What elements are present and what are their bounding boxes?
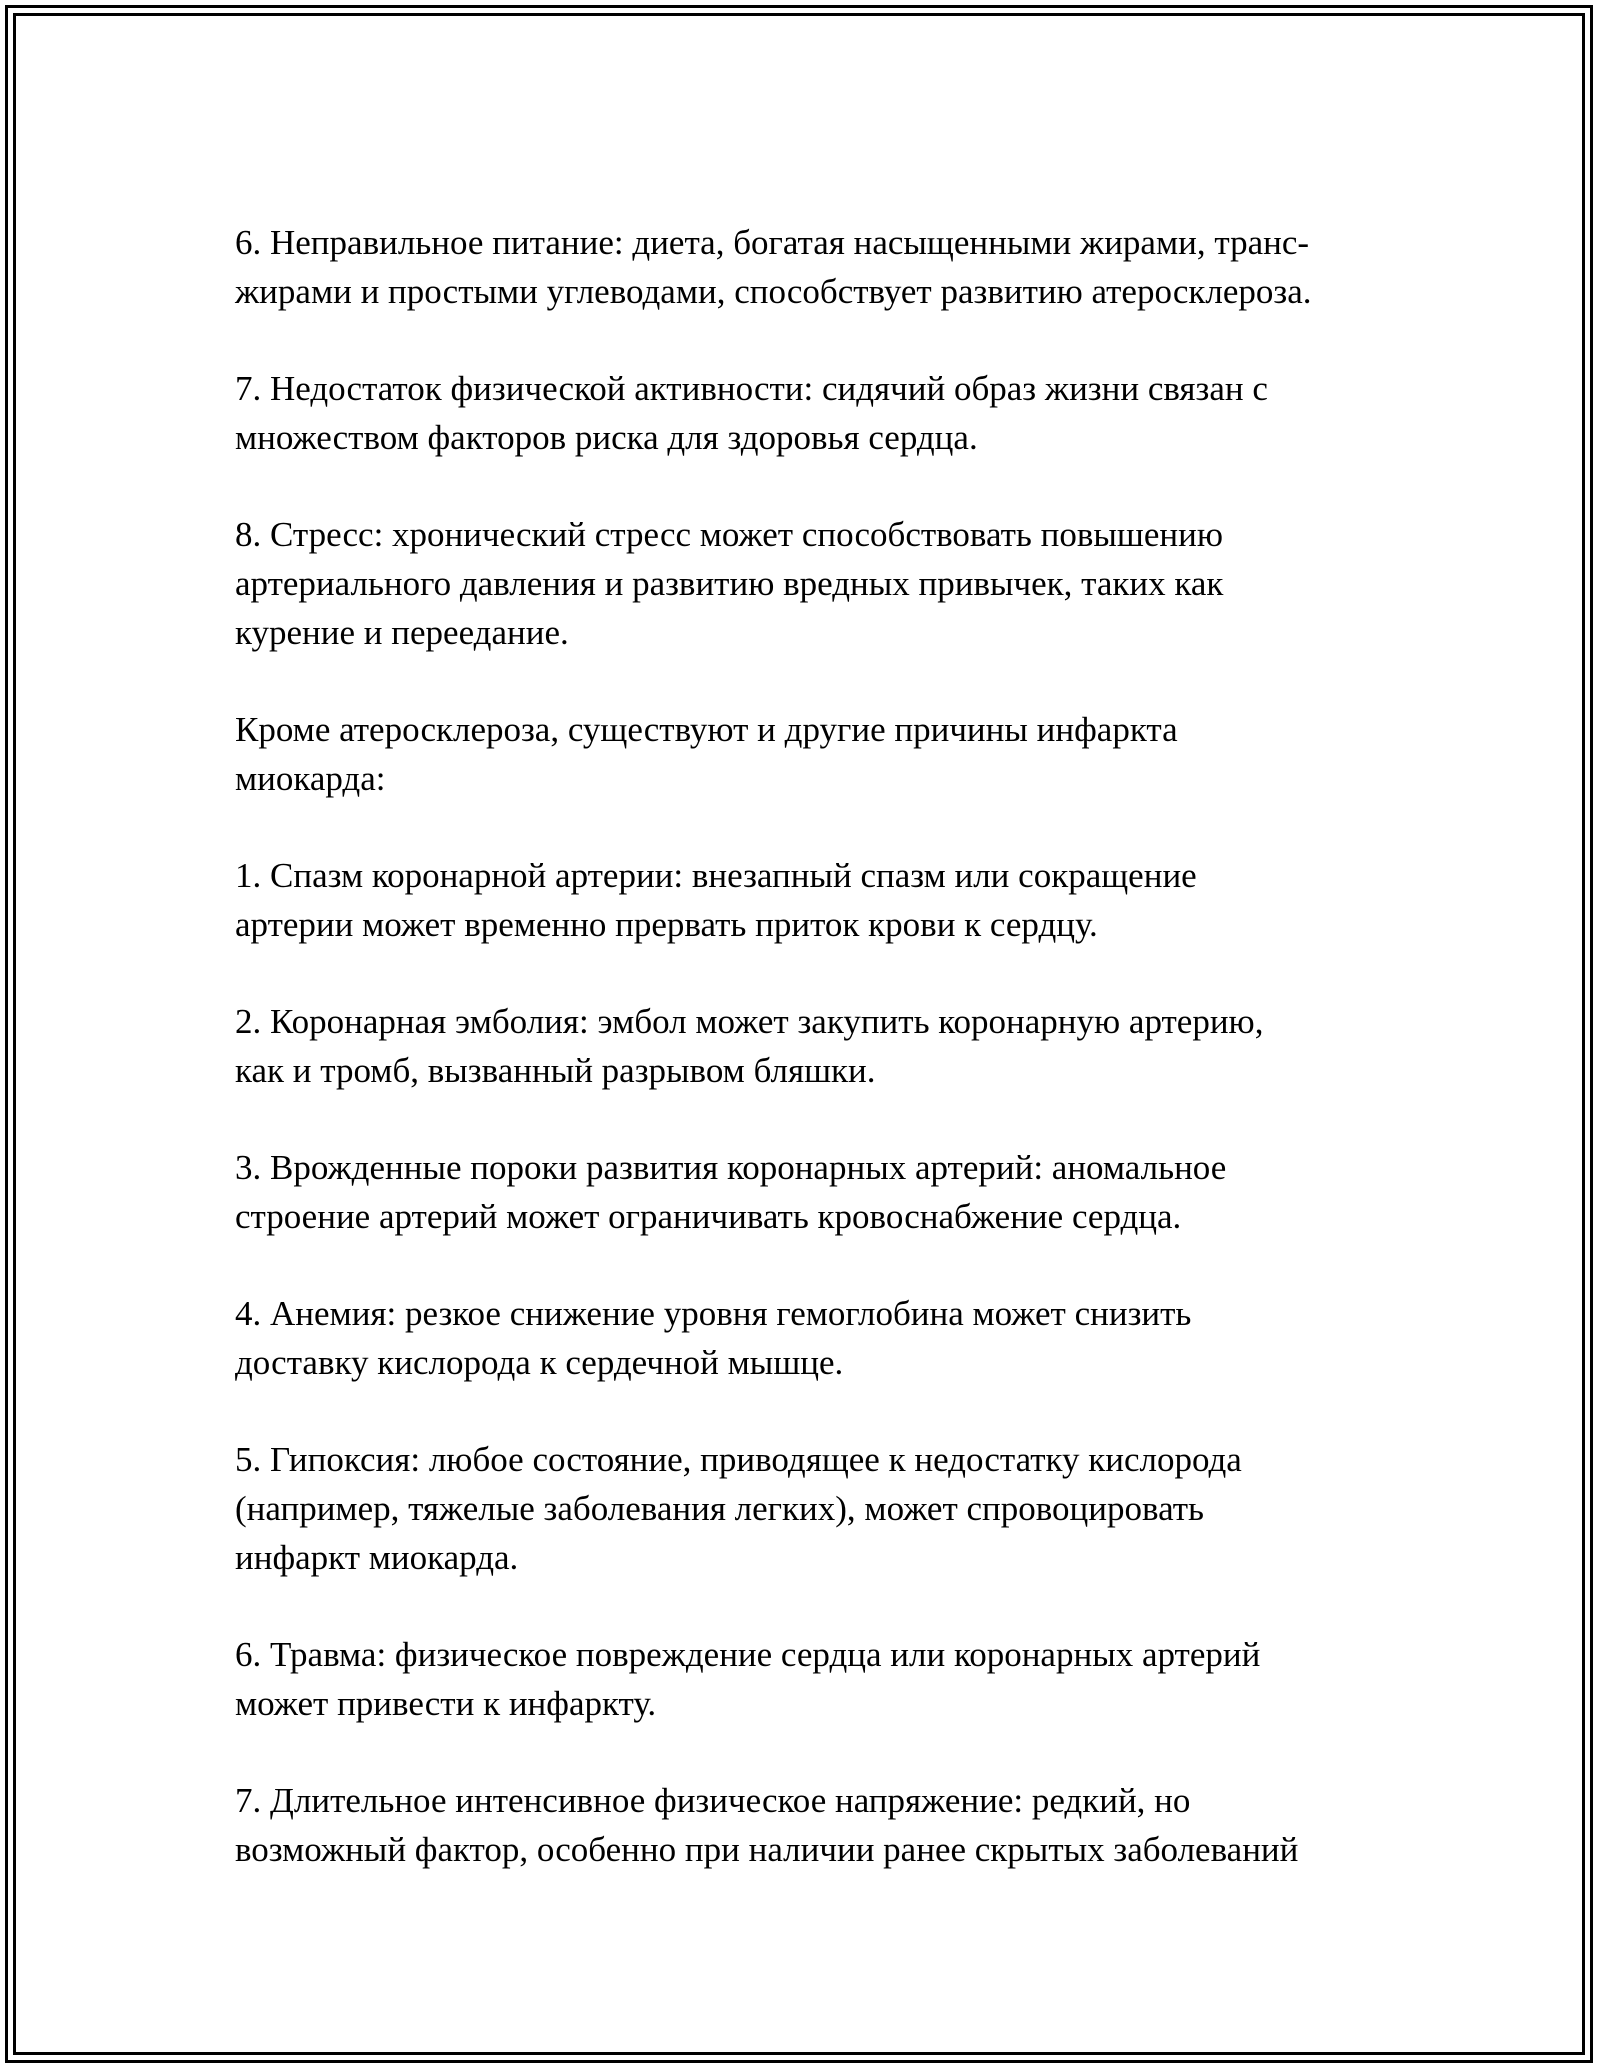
text-line: артерии может временно прервать приток крови к сердцу.	[235, 905, 1098, 944]
text-line: 8. Стресс: хронический стресс может способствовать повышению	[235, 515, 1223, 554]
text-line: миокарда:	[235, 759, 386, 798]
text-line: доставку кислорода к сердечной мышце.	[235, 1343, 844, 1382]
paragraph-diet	[235, 218, 1375, 316]
paragraph-congenital-defects	[235, 1143, 1375, 1241]
paragraph-anemia	[235, 1289, 1375, 1387]
text-line: (например, тяжелые заболевания легких), может спровоцировать	[235, 1489, 1204, 1528]
text-line: 6. Неправильное питание: диета, богатая насыщенными жирами, транс-	[235, 223, 1310, 262]
paragraph-physical-activity	[235, 364, 1375, 462]
text-line: как и тромб, вызванный разрывом бляшки.	[235, 1051, 876, 1090]
text-line: артериального давления и развитию вредных привычек, таких как	[235, 564, 1224, 603]
text-line: 7. Длительное интенсивное физическое напряжение: редкий, но	[235, 1781, 1191, 1820]
text-line: множеством факторов риска для здоровья сердца.	[235, 418, 978, 457]
text-line: может привести к инфаркту.	[235, 1684, 657, 1723]
paragraph-coronary-embolism	[235, 997, 1375, 1095]
text-line: 1. Спазм коронарной артерии: внезапный спазм или сокращение	[235, 856, 1197, 895]
text-line: возможный фактор, особенно при наличии ранее скрытых заболеваний	[235, 1830, 1299, 1869]
text-line: жирами и простыми углеводами, способствует развитию атеросклероза.	[235, 272, 1312, 311]
paragraph-physical-strain	[235, 1776, 1375, 1874]
text-line: 6. Травма: физическое повреждение сердца или коронарных артерий	[235, 1635, 1261, 1674]
document-body	[235, 218, 1375, 1922]
text-line: строение артерий может ограничивать кровоснабжение сердца.	[235, 1197, 1182, 1236]
text-line: инфаркт миокарда.	[235, 1538, 519, 1577]
text-line: 4. Анемия: резкое снижение уровня гемоглобина может снизить	[235, 1294, 1192, 1333]
text-line: курение и переедание.	[235, 613, 569, 652]
text-line: 3. Врожденные пороки развития коронарных артерий: аномальное	[235, 1148, 1227, 1187]
paragraph-stress	[235, 510, 1375, 657]
text-line: Кроме атеросклероза, существуют и другие причины инфаркта	[235, 710, 1178, 749]
paragraph-other-causes-intro	[235, 705, 1375, 803]
text-line: 5. Гипоксия: любое состояние, приводящее к недостатку кислорода	[235, 1440, 1242, 1479]
text-line: 7. Недостаток физической активности: сидячий образ жизни связан с	[235, 369, 1268, 408]
paragraph-coronary-spasm	[235, 851, 1375, 949]
paragraph-hypoxia	[235, 1435, 1375, 1582]
text-line: 2. Коронарная эмболия: эмбол может закупить коронарную артерию,	[235, 1002, 1264, 1041]
paragraph-trauma	[235, 1630, 1375, 1728]
